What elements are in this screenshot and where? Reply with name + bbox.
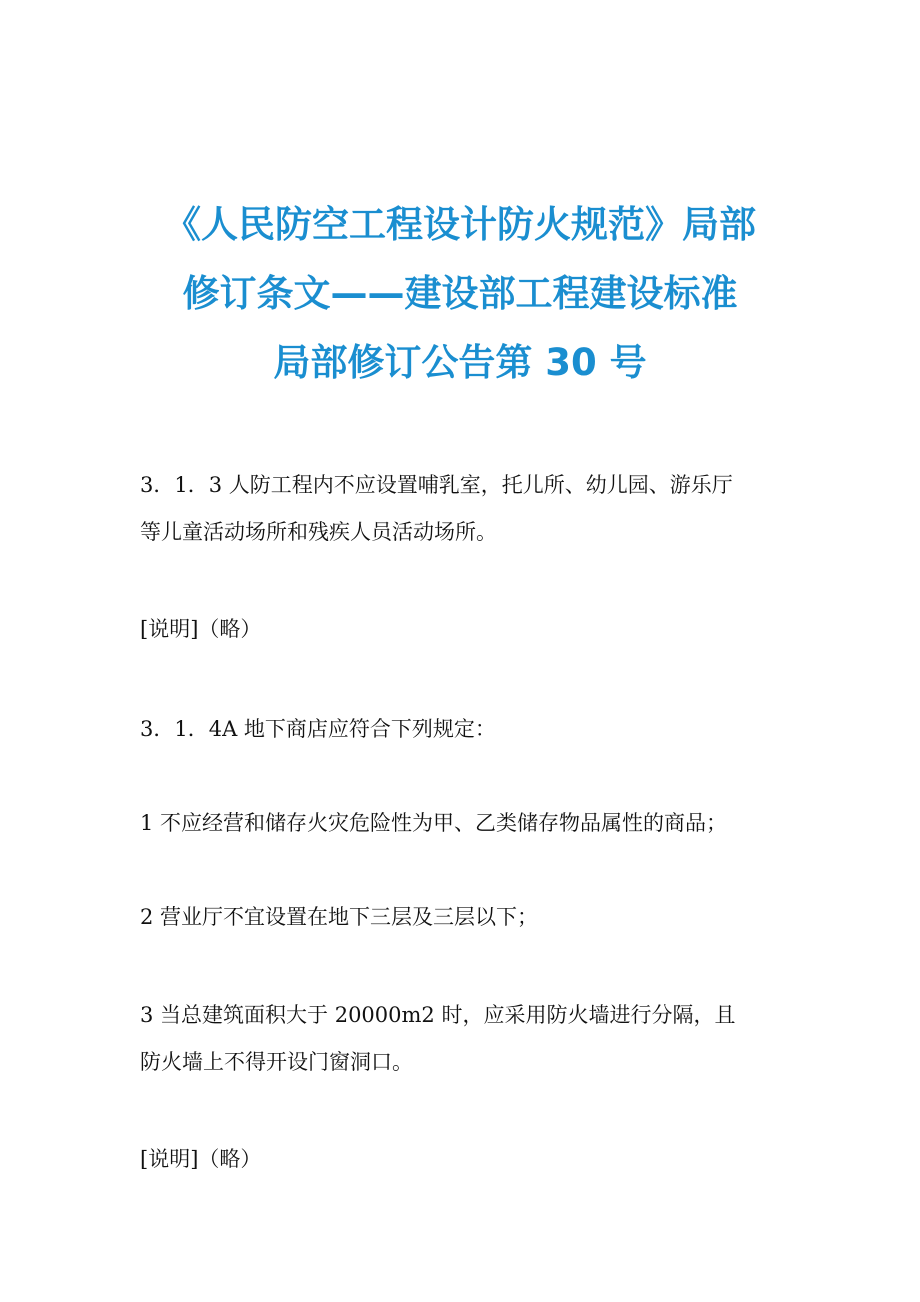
explanation-2 — [140, 1136, 780, 1183]
explanation-2-text: [说明]（略） — [140, 1147, 262, 1171]
rule-item-1-text: 1 不应经营和储存火灾危险性为甲、乙类储存物品属性的商品； — [140, 811, 728, 835]
explanation-1-text: [说明]（略） — [140, 617, 262, 641]
rule-item-3 — [140, 992, 780, 1086]
rule-item-3-line-2: 防火墙上不得开设门窗洞口。 — [140, 1050, 413, 1074]
rule-item-1 — [140, 800, 780, 847]
document-title — [100, 190, 820, 397]
title-line-3: 局部修订公告第 30 号 — [273, 341, 647, 384]
title-line-1: 《人民防空工程设计防火规范》局部 — [164, 203, 756, 246]
clause-3-1-4a — [140, 706, 780, 753]
clause-3-1-3 — [140, 462, 780, 556]
clause-3-1-4a-text: 3．1．4A 地下商店应符合下列规定： — [140, 717, 496, 741]
rule-item-2-text: 2 营业厅不宜设置在地下三层及三层以下； — [140, 905, 539, 929]
rule-item-2 — [140, 894, 780, 941]
clause-3-1-3-line-2: 等儿童活动场所和残疾人员活动场所。 — [140, 520, 497, 544]
clause-3-1-3-line-1: 3．1．3 人防工程内不应设置哺乳室，托儿所、幼儿园、游乐厅 — [140, 473, 733, 497]
rule-item-3-line-1: 3 当总建筑面积大于 20000m2 时，应采用防火墙进行分隔，且 — [140, 1003, 736, 1027]
explanation-1 — [140, 606, 780, 653]
title-line-2: 修订条文——建设部工程建设标准 — [182, 272, 738, 315]
